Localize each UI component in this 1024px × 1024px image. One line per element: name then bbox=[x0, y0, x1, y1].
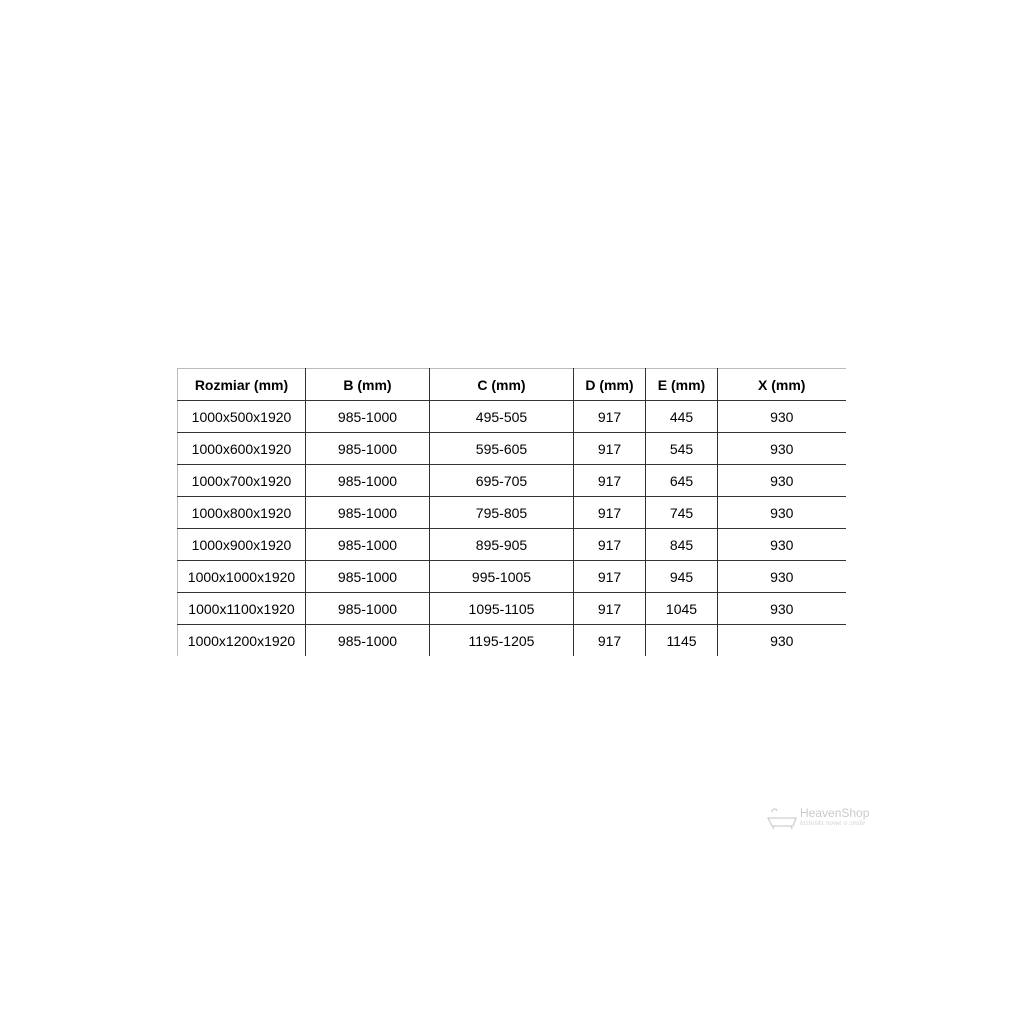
table-row bbox=[178, 561, 846, 593]
table-row bbox=[178, 593, 846, 625]
table-cell: 1000x600x1920 bbox=[178, 433, 306, 465]
table-cell: 917 bbox=[574, 401, 646, 433]
table-cell: 945 bbox=[646, 561, 718, 593]
header-c: C (mm) bbox=[430, 369, 574, 401]
table-cell: 1000x1200x1920 bbox=[178, 625, 306, 657]
table-cell: 645 bbox=[646, 465, 718, 497]
table-cell: 1000x900x1920 bbox=[178, 529, 306, 561]
table-cell: 1000x1100x1920 bbox=[178, 593, 306, 625]
dimensions-table bbox=[177, 368, 846, 656]
watermark-name: HeavenShop bbox=[800, 806, 870, 820]
watermark-tagline: łazienki nowe o zmiłe bbox=[800, 820, 866, 827]
table-cell: 930 bbox=[718, 433, 846, 465]
table-cell: 985-1000 bbox=[306, 433, 430, 465]
table-cell: 985-1000 bbox=[306, 465, 430, 497]
table-cell: 545 bbox=[646, 433, 718, 465]
heavenshop-watermark bbox=[766, 806, 876, 832]
table-cell: 1000x500x1920 bbox=[178, 401, 306, 433]
table-cell: 930 bbox=[770, 632, 794, 649]
table-cell: 695-705 bbox=[430, 465, 574, 497]
table-row bbox=[178, 625, 846, 657]
table-cell: 985-1000 bbox=[306, 593, 430, 625]
table-cell: 930 bbox=[718, 593, 846, 625]
table-cell: 930 bbox=[718, 561, 846, 593]
table-cell: 1000x700x1920 bbox=[178, 465, 306, 497]
table-cell: 917 bbox=[574, 465, 646, 497]
table-cell: 745 bbox=[646, 497, 718, 529]
table-cell: 1145 bbox=[646, 625, 718, 657]
table-row bbox=[178, 401, 846, 433]
table-cell: 1195-1205 bbox=[430, 625, 574, 657]
table-cell: 917 bbox=[574, 433, 646, 465]
table-cell: 495-505 bbox=[430, 401, 574, 433]
table-row bbox=[178, 433, 846, 465]
table-cell: 917 bbox=[574, 529, 646, 561]
table-cell: 930 bbox=[718, 497, 846, 529]
header-rozmiar: Rozmiar (mm) bbox=[178, 369, 306, 401]
table-cell: 995-1005 bbox=[430, 561, 574, 593]
header-b: B (mm) bbox=[306, 369, 430, 401]
table-cell: 795-805 bbox=[430, 497, 574, 529]
table-cell: 845 bbox=[646, 529, 718, 561]
table-cell: 1045 bbox=[646, 593, 718, 625]
table-cell: 930 bbox=[718, 401, 846, 433]
header-x: X (mm) bbox=[718, 369, 846, 401]
table-row bbox=[178, 529, 846, 561]
table-cell: 1095-1105 bbox=[430, 593, 574, 625]
table-cell: 985-1000 bbox=[306, 561, 430, 593]
table-cell: 917 bbox=[574, 561, 646, 593]
table-cell: 985-1000 bbox=[306, 401, 430, 433]
bathtub-icon bbox=[766, 808, 798, 830]
table-cell: 985-1000 bbox=[306, 529, 430, 561]
table-cell: 985-1000 bbox=[306, 625, 430, 657]
table-cell: 917 bbox=[574, 593, 646, 625]
table-cell: 1000x800x1920 bbox=[178, 497, 306, 529]
table-cell: 930 bbox=[718, 529, 846, 561]
table-header-row bbox=[178, 369, 846, 401]
table-body bbox=[178, 401, 846, 657]
table-cell: 895-905 bbox=[430, 529, 574, 561]
table-row bbox=[178, 497, 846, 529]
table-cell: 595-605 bbox=[430, 433, 574, 465]
header-e: E (mm) bbox=[646, 369, 718, 401]
header-d: D (mm) bbox=[574, 369, 646, 401]
table-cell: 1000x1000x1920 bbox=[178, 561, 306, 593]
table-cell: 917 bbox=[574, 625, 646, 657]
table-cell: 930 bbox=[718, 465, 846, 497]
table-row bbox=[178, 465, 846, 497]
table-cell: 985-1000 bbox=[306, 497, 430, 529]
table-cell: 445 bbox=[646, 401, 718, 433]
table-cell: 917 bbox=[574, 497, 646, 529]
